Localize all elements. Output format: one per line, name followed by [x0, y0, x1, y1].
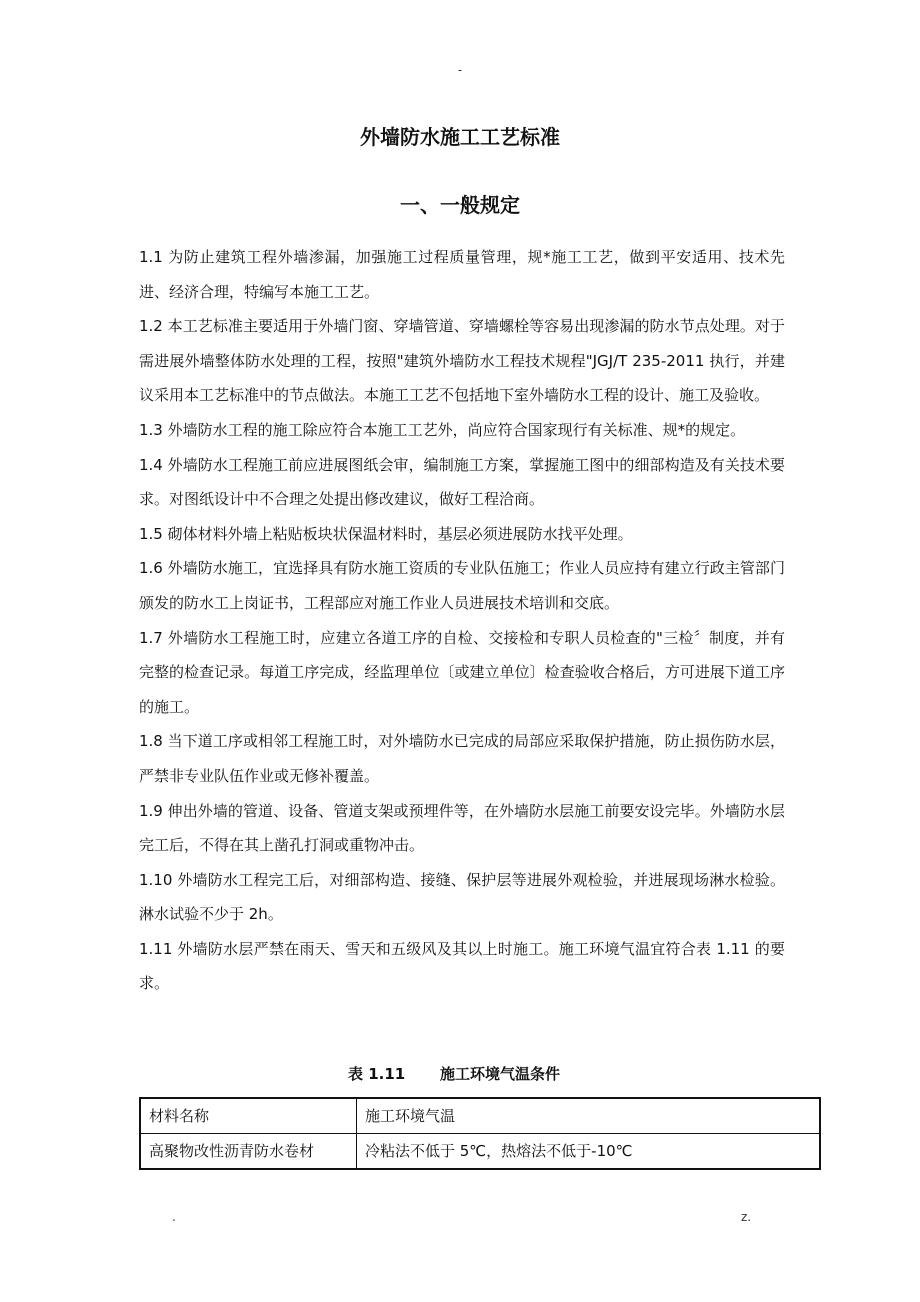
paragraph-1-5: 1.5 砌体材料外墙上粘贴板块状保温材料时，基层必须进展防水找平处理。: [139, 524, 633, 543]
table-cell-material: 高聚物改性沥青防水卷材: [140, 1134, 357, 1170]
table-cell-temperature: 冷粘法不低于 5℃，热熔法不低于-10℃: [357, 1134, 821, 1170]
footer-right-mark: z.: [741, 1210, 752, 1224]
table-header-material: 材料名称: [140, 1098, 357, 1134]
table-header-row: [140, 1098, 820, 1134]
table-header-temperature: 施工环境气温: [357, 1098, 821, 1134]
document-title: 外墙防水施工工艺标准: [360, 125, 560, 149]
footer-left-mark: .: [172, 1210, 176, 1224]
paragraph-1-8: 1.8 当下道工序或相邻工程施工时，对外墙防水已完成的局部应采取保护措施，防止损伤防水层，严禁非专业队伍作业或无修补覆盖。: [139, 732, 785, 785]
paragraph-1-2: 1.2 本工艺标准主要适用于外墙门窗、穿墙管道、穿墙螺栓等容易出现渗漏的防水节点处理。对于需进展外墙整体防水处理的工程，按照"建筑外墙防水工程技术规程"JGJ/T 235-2011 执行，并建议采用本工艺标准中的节点做法。本施工工艺不包括地下室外墙防水工程的设计、施工及验收。: [139, 317, 785, 405]
environment-temperature-table: [139, 1097, 821, 1170]
body-text: [139, 240, 785, 1001]
table-caption: [348, 1062, 560, 1086]
paragraph-1-4: 1.4 外墙防水工程施工前应进展图纸会审，编制施工方案，掌握施工图中的细部构造及有关技术要求。对图纸设计中不合理之处提出修改建议，做好工程洽商。: [139, 455, 785, 509]
paragraph-1-9: 1.9 伸出外墙的管道、设备、管道支架或预埋件等，在外墙防水层施工前要安设完毕。外墙防水层完工后，不得在其上凿孔打洞或重物冲击。: [139, 801, 785, 855]
paragraph-1-1: 1.1 为防止建筑工程外墙渗漏，加强施工过程质量管理，规*施工工艺，做到平安适用、技术先进、经济合理，特编写本施工工艺。: [139, 248, 785, 301]
table-caption-number: 表 1.11: [348, 1065, 406, 1083]
paragraph-1-7: 1.7 外墙防水工程施工时，应建立各道工序的自检、交接检和专职人员检查的"三检〞制度，并有完整的检查记录。每道工序完成，经监理单位〔或建立单位〕检查验收合格后，方可进展下道工序的施工。: [139, 628, 785, 716]
paragraph-1-3: 1.3 外墙防水工程的施工除应符合本施工工艺外，尚应符合国家现行有关标准、规*的规定。: [139, 420, 746, 439]
section-heading: 一、一般规定: [400, 193, 520, 217]
table-caption-title: 施工环境气温条件: [440, 1065, 561, 1083]
paragraph-1-6: 1.6 外墙防水施工，宜选择具有防水施工资质的专业队伍施工；作业人员应持有建立行政主管部门颁发的防水工上岗证书，工程部应对施工作业人员进展技术培训和交底。: [139, 559, 785, 612]
table-row: [140, 1134, 820, 1170]
paragraph-1-10: 1.10 外墙防水工程完工后，对细部构造、接缝、保护层等进展外观检验，并进展现场淋水检验。淋水试验不少于 2h。: [139, 870, 785, 924]
paragraph-1-11: 1.11 外墙防水层严禁在雨天、雪天和五级风及其以上时施工。施工环境气温宜符合表 1.11 的要求。: [139, 939, 785, 993]
header-mark: -: [457, 63, 463, 77]
